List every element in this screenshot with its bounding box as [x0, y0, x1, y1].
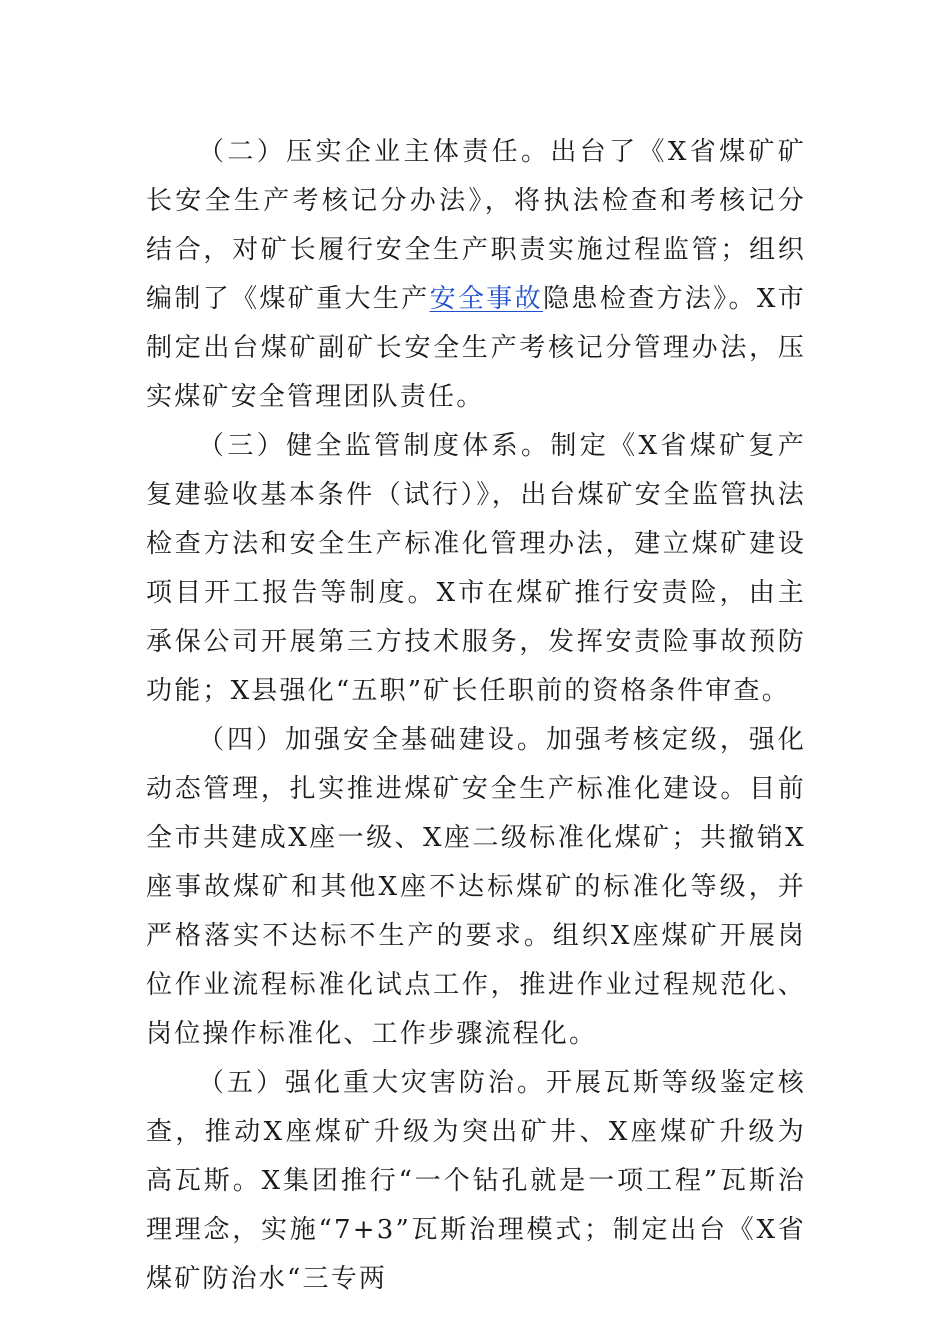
paragraph-text: （二）压实企业主体责任。出台了《X省煤矿矿长安全生产考核记分办法》，将执法检查和考核记分结合，对矿长履行安全生产职责实施过程监管；组织编制了《煤矿重大生产 — [146, 137, 806, 314]
paragraph-disaster-prevention: （五）强化重大灾害防治。开展瓦斯等级鉴定核查，推动X座煤矿升级为突出矿井、X座煤矿升级为高瓦斯。X集团推行“一个钻孔就是一项工程”瓦斯治理理念，实施“7+3”瓦斯治理模式；制定出台《X省煤矿防治水“三专两 — [146, 1068, 806, 1294]
paragraph-enterprise-responsibility — [146, 128, 806, 422]
safety-accident-link[interactable]: 安全事故 — [429, 284, 544, 314]
document-body — [146, 128, 806, 1304]
paragraph-regulatory-system: （三）健全监管制度体系。制定《X省煤矿复产复建验收基本条件（试行）》，出台煤矿安全监管执法检查方法和安全生产标准化管理办法，建立煤矿建设项目开工报告等制度。X市在煤矿推行安责险，由主承保公司开展第三方技术服务，发挥安责险事故预防功能；X县强化“五职”矿长任职前的资格条件审查。 — [146, 431, 806, 706]
paragraph-text: 隐患检查方法》。X市制定出台煤矿副矿长安全生产考核记分管理办法，压实煤矿安全管理团队责任。 — [146, 284, 806, 412]
paragraph-safety-foundation: （四）加强安全基础建设。加强考核定级，强化动态管理，扎实推进煤矿安全生产标准化建设。目前全市共建成X座一级、X座二级标准化煤矿；共撤销X座事故煤矿和其他X座不达标煤矿的标准化等级，并严格落实不达标不生产的要求。组织X座煤矿开展岗位作业流程标准化试点工作，推进作业过程规范化、岗位操作标准化、工作步骤流程化。 — [146, 725, 806, 1049]
